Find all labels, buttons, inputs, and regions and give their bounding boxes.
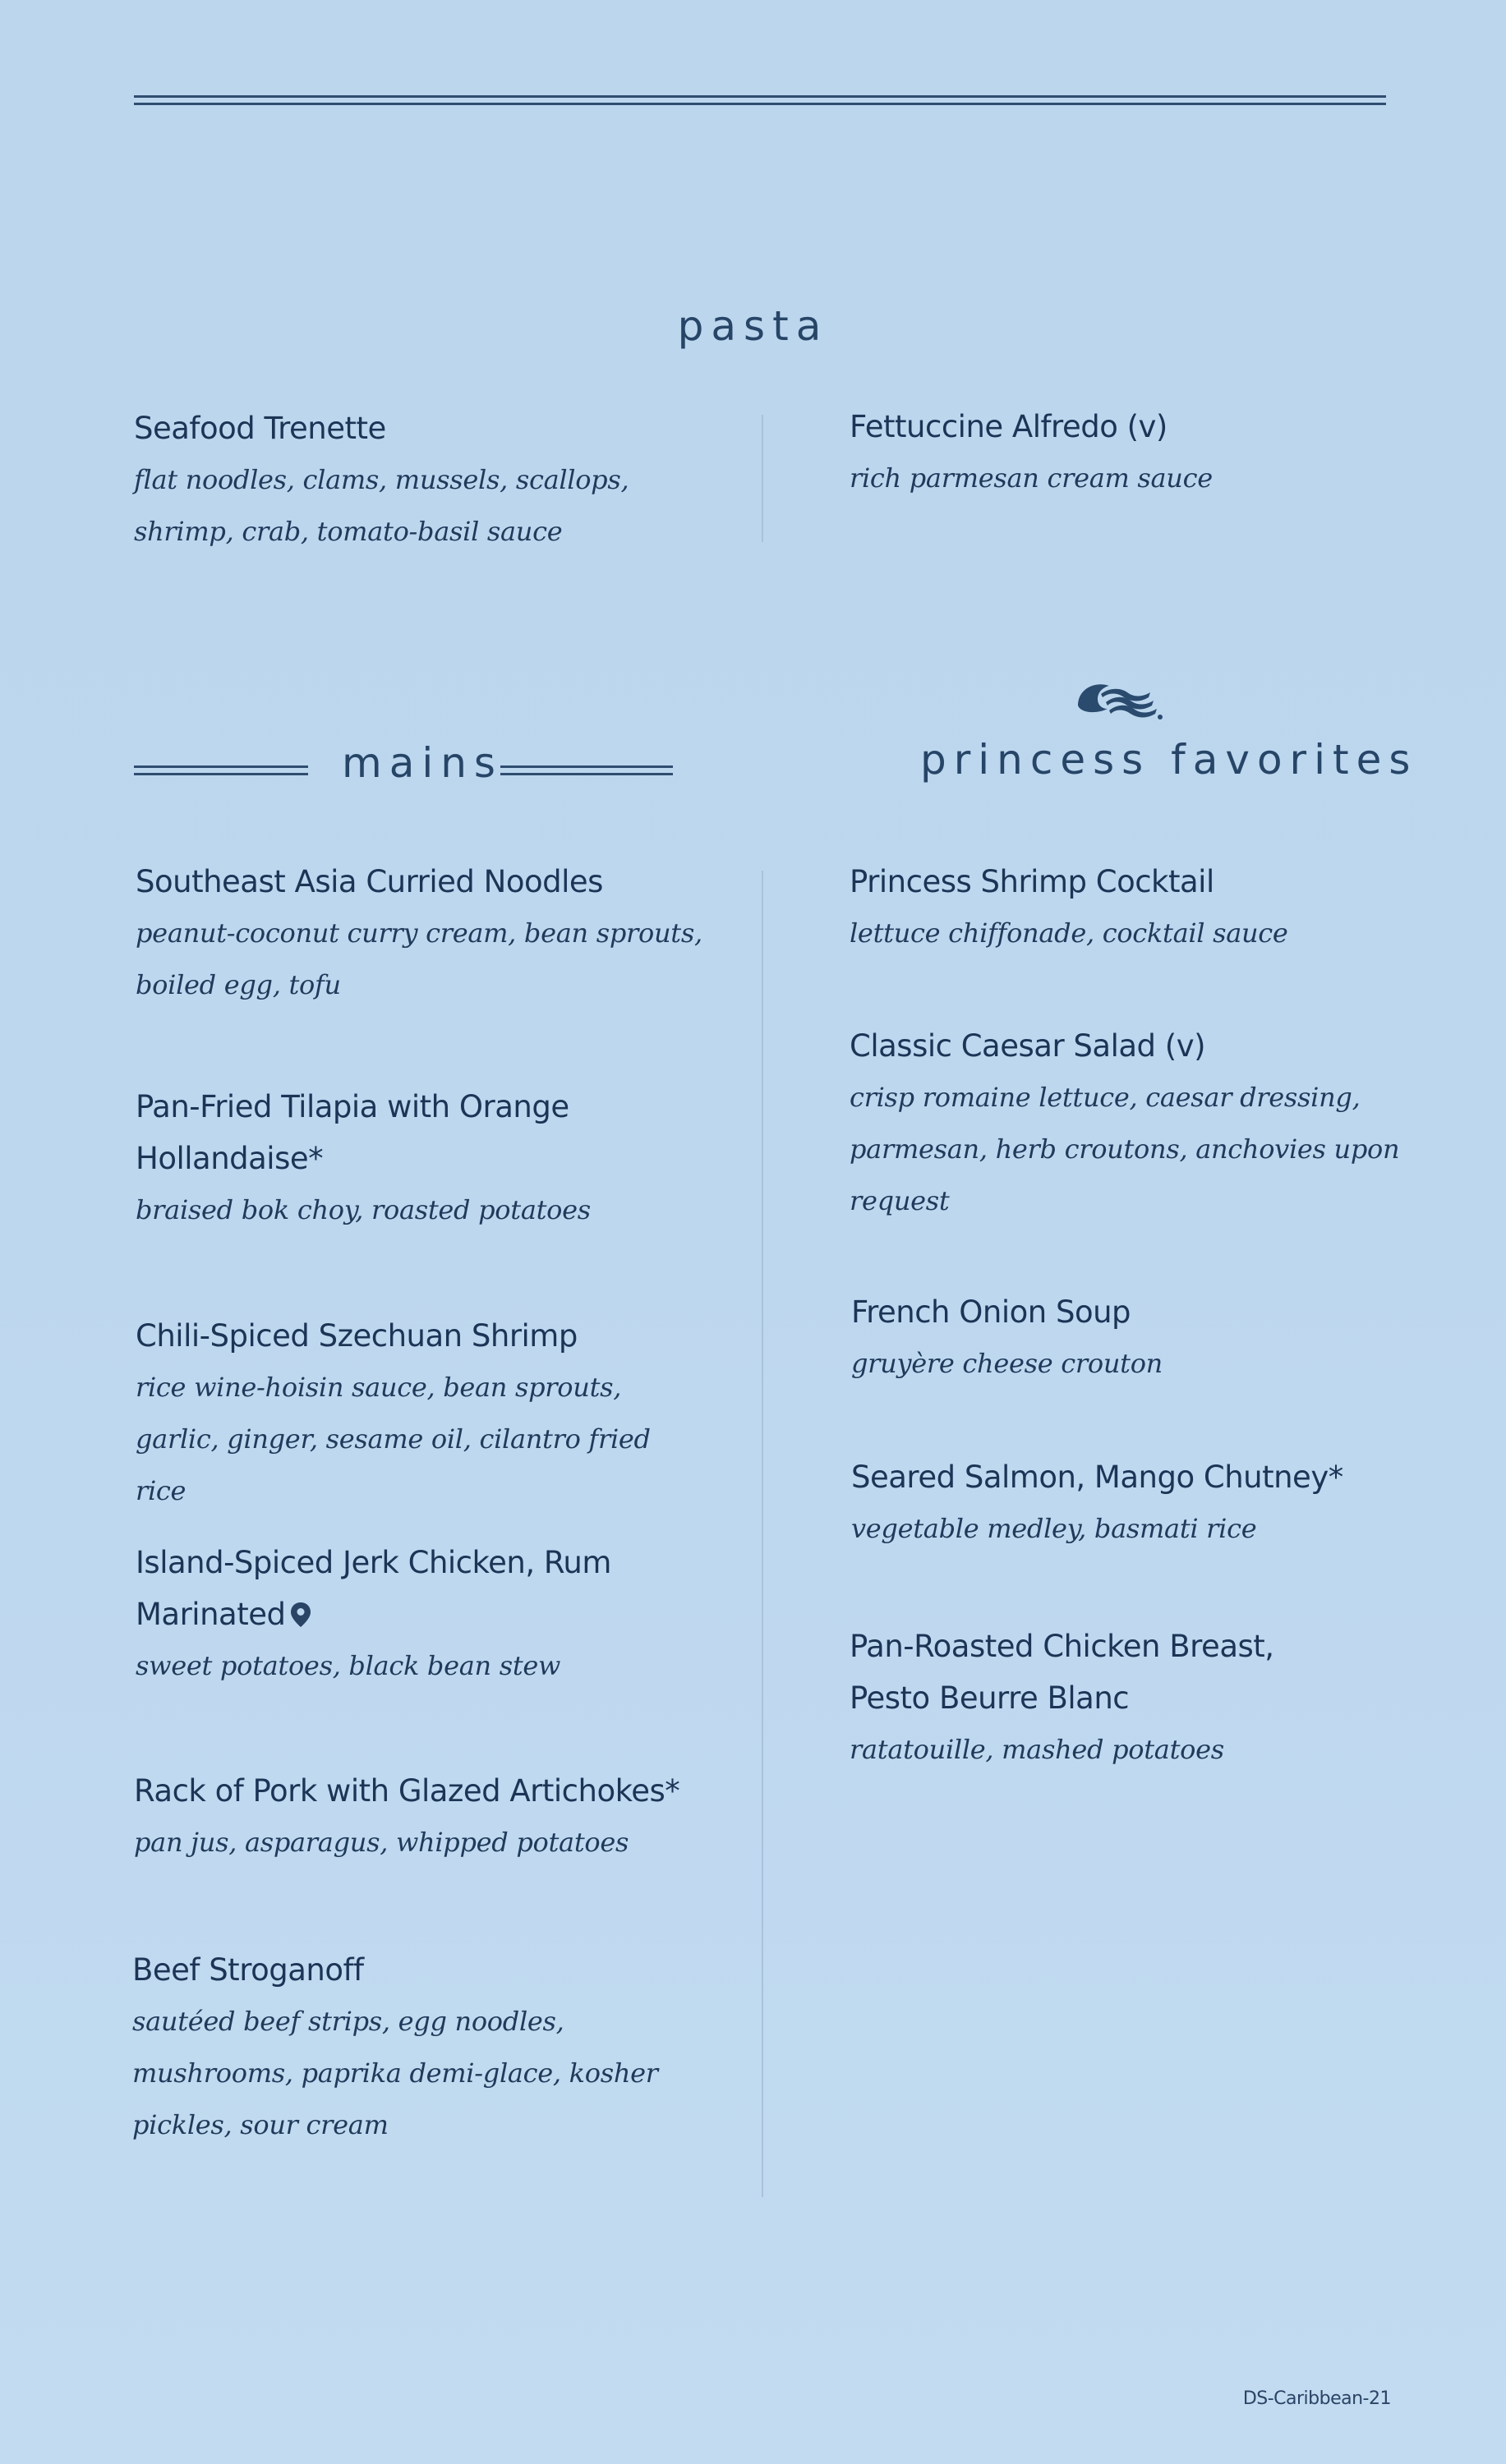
footer-menu-code: DS-Caribbean-21: [1242, 2388, 1391, 2409]
item-name: Island-Spiced Jerk Chicken, Rum: [136, 1545, 611, 1580]
item-desc-line: peanut-coconut curry cream, bean sprouts,: [136, 917, 702, 949]
menu-item-seared-salmon: [851, 1451, 1418, 1555]
item-name-text: Marinated: [136, 1597, 286, 1632]
mains-rule-left: [134, 765, 308, 775]
item-desc-line: parmesan, herb croutons, anchovies upon: [850, 1133, 1400, 1165]
menu-item-french-onion-soup: [851, 1286, 1418, 1390]
item-desc-line: sweet potatoes, black bean stew: [136, 1650, 561, 1681]
menu-item-southeast-asia-curried-noodles: [136, 856, 702, 1011]
item-name: Seared Salmon, Mango Chutney*: [851, 1460, 1343, 1495]
item-name: Pesto Beurre Blanc: [850, 1680, 1130, 1716]
item-desc-line: mushrooms, paprika demi-glace, kosher: [132, 2057, 658, 2089]
item-desc-line: gruyère cheese crouton: [851, 1348, 1163, 1379]
item-name: Classic Caesar Salad (v): [850, 1028, 1206, 1064]
menu-item-seafood-trenette: [134, 402, 701, 558]
menu-item-princess-shrimp-cocktail: [850, 856, 1416, 959]
section-title-mains: mains: [342, 739, 503, 787]
menu-item-chili-spiced-szechuan-shrimp: [136, 1310, 702, 1517]
section-title-pasta: pasta: [677, 302, 829, 350]
item-name: Rack of Pork with Glazed Artichokes*: [134, 1773, 680, 1809]
item-desc-line: lettuce chiffonade, cocktail sauce: [850, 917, 1288, 949]
item-name: Southeast Asia Curried Noodles: [136, 864, 603, 899]
column-divider: [762, 415, 763, 542]
menu-item-pan-roasted-chicken-breast: [850, 1620, 1416, 1776]
item-desc-line: crisp romaine lettuce, caesar dressing,: [850, 1082, 1361, 1113]
item-desc-line: pan jus, asparagus, whipped potatoes: [134, 1827, 629, 1858]
item-desc-line: ratatouille, mashed potatoes: [850, 1734, 1224, 1765]
item-desc-line: request: [850, 1185, 950, 1216]
item-desc-line: shrimp, crab, tomato-basil sauce: [134, 516, 563, 547]
item-desc-line: garlic, ginger, sesame oil, cilantro fried rice: [136, 1423, 651, 1506]
menu-item-fettuccine-alfredo: [850, 401, 1416, 504]
item-desc-line: rice wine-hoisin sauce, bean sprouts,: [136, 1372, 622, 1403]
location-pin-icon: [290, 1602, 311, 1628]
menu-item-island-spiced-jerk-chicken: [136, 1537, 702, 1692]
column-divider: [762, 871, 763, 2197]
princess-seawitch-logo-icon: [1073, 676, 1163, 722]
item-name: Chili-Spiced Szechuan Shrimp: [136, 1318, 578, 1354]
item-name: French Onion Soup: [851, 1294, 1131, 1330]
item-desc-line: sautéed beef strips, egg noodles,: [132, 2006, 564, 2037]
menu-item-beef-stroganoff: [132, 1944, 699, 2151]
mains-rule-right: [500, 765, 673, 775]
menu-item-rack-of-pork: [134, 1765, 701, 1869]
item-desc-line: boiled egg, tofu: [136, 969, 341, 1000]
item-name: Princess Shrimp Cocktail: [850, 864, 1214, 899]
item-desc-line: flat noodles, clams, mussels, scallops,: [134, 464, 629, 495]
section-title-princess-favorites: princess favorites: [920, 736, 1418, 784]
menu-item-classic-caesar-salad: [850, 1020, 1416, 1227]
item-name: Beef Stroganoff: [132, 1952, 364, 1988]
item-name: Fettuccine Alfredo (v): [850, 409, 1167, 444]
item-desc-line: vegetable medley, basmati rice: [851, 1513, 1257, 1544]
item-name: Hollandaise*: [136, 1141, 324, 1176]
item-name: Pan-Roasted Chicken Breast,: [850, 1629, 1274, 1664]
item-desc-line: pickles, sour cream: [132, 2109, 389, 2140]
item-desc-line: braised bok choy, roasted potatoes: [136, 1194, 591, 1225]
item-name-line-2: [136, 1588, 702, 1640]
item-desc-line: rich parmesan cream sauce: [850, 462, 1213, 494]
item-name: Seafood Trenette: [134, 411, 386, 446]
menu-item-pan-fried-tilapia: [136, 1081, 702, 1236]
top-double-rule: [134, 95, 1386, 105]
item-name: Pan-Fried Tilapia with Orange: [136, 1089, 569, 1124]
